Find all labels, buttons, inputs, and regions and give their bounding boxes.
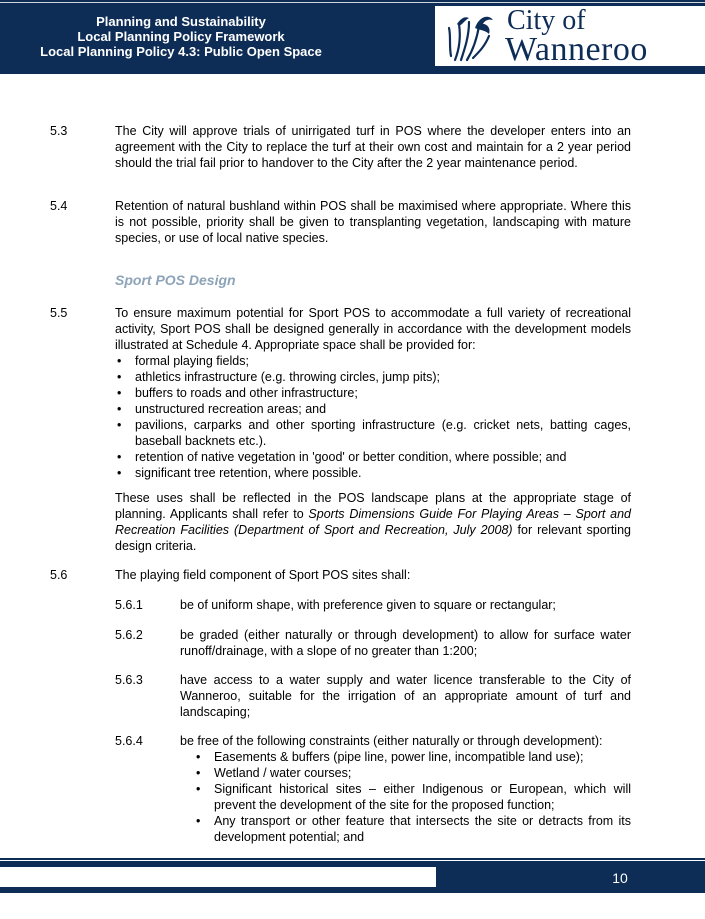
logo-text-city-of: City of bbox=[507, 5, 586, 36]
section-5-3-text: The City will approve trials of unirrigated turf in POS where the developer enters into an agreement with the City to replace the turf at their own cost and maintain for a 2 year period should the trial fail prior to handover to the City after the 2 year maintenance period. bbox=[115, 124, 631, 170]
item-5-6-3-text: have access to a water supply and water licence transferable to the City of Wanneroo, suitable for the irrigation of an appropriate amount of turf and landscaping; bbox=[180, 673, 631, 719]
item-5-6-2-text: be graded (either naturally or through development) to allow for surface water runoff/drainage, with a slope of no greater than 1:200; bbox=[180, 628, 631, 658]
bullet-icon: • bbox=[117, 402, 122, 416]
bullet-icon: • bbox=[117, 450, 122, 464]
header-line-policy: Local Planning Policy 4.3: Public Open Space bbox=[40, 44, 322, 59]
section-number-5-4: 5.4 bbox=[50, 199, 68, 213]
sports-dimensions-guide-reference: Sports Dimensions Guide For Playing Areas – Sport and Recreation Facilities (Department of Sport and Recreation, July 2008) bbox=[115, 507, 631, 537]
list-item: • Significant historical sites – either Indigenous or European, which will prevent the development of the site for the proposed function; bbox=[196, 782, 631, 812]
item-5-6-4-text: be free of the following constraints (either naturally or through development): bbox=[180, 734, 603, 748]
bullet-icon: • bbox=[117, 386, 122, 400]
header-rule bbox=[0, 2, 705, 3]
item-number-5-6-2: 5.6.2 bbox=[115, 628, 143, 642]
section-number-5-6: 5.6 bbox=[50, 568, 68, 582]
list-item: • athletics infrastructure (e.g. throwing circles, jump pits); bbox=[117, 370, 440, 384]
bullet-icon: • bbox=[196, 814, 201, 828]
footer-rule bbox=[0, 858, 705, 860]
item-number-5-6-4: 5.6.4 bbox=[115, 734, 143, 748]
section-5-6-intro: The playing field component of Sport POS sites shall: bbox=[115, 568, 411, 582]
section-number-5-5: 5.5 bbox=[50, 306, 68, 320]
item-number-5-6-3: 5.6.3 bbox=[115, 673, 143, 687]
list-item: • Any transport or other feature that intersects the site or detracts from its development potential; and bbox=[196, 814, 631, 844]
header-line-department: Planning and Sustainability bbox=[96, 14, 266, 29]
footer-white-band bbox=[0, 867, 436, 887]
logo-text-wanneroo: Wanneroo bbox=[505, 31, 648, 68]
bullet-icon: • bbox=[117, 370, 122, 384]
bullet-icon: • bbox=[196, 766, 201, 780]
list-item: • retention of native vegetation in 'good' or better condition, where possible; and bbox=[117, 450, 567, 464]
list-item: • buffers to roads and other infrastructure; bbox=[117, 386, 358, 400]
header-line-framework: Local Planning Policy Framework bbox=[77, 29, 285, 44]
item-5-6-1-text: be of uniform shape, with preference given to square or rectangular; bbox=[180, 598, 556, 612]
section-5-5-bullet-list bbox=[115, 353, 631, 481]
section-5-5-closing: These uses shall be reflected in the POS landscape plans at the appropriate stage of planning. Applicants shall refer to Sports Dimensions Guide For Playing Areas – Sport and Recreation Facilities (Department of Sport and Recreation, July 2008) for relevant sporting design criteria. bbox=[115, 491, 631, 553]
city-logo bbox=[435, 6, 705, 66]
section-5-5-body bbox=[115, 305, 631, 481]
section-number-5-3: 5.3 bbox=[50, 124, 68, 138]
bullet-icon: • bbox=[196, 750, 201, 764]
list-item: • Easements & buffers (pipe line, power line, incompatible land use); bbox=[196, 750, 584, 764]
bullet-icon: • bbox=[117, 418, 122, 432]
item-5-6-4-body bbox=[180, 733, 631, 845]
list-item: • unstructured recreation areas; and bbox=[117, 402, 327, 416]
page-header bbox=[0, 0, 705, 74]
list-item: • significant tree retention, where possible. bbox=[117, 466, 362, 480]
item-number-5-6-1: 5.6.1 bbox=[115, 598, 143, 612]
bullet-icon: • bbox=[196, 782, 201, 796]
bullet-icon: • bbox=[117, 354, 122, 368]
section-5-5-intro: To ensure maximum potential for Sport POS to accommodate a full variety of recreational activity, Sport POS shall be designed generally in accordance with the development models illustrated at Schedule 4. Appropriate space shall be provided for: bbox=[115, 306, 631, 352]
sport-pos-design-heading: Sport POS Design bbox=[115, 272, 236, 288]
bullet-icon: • bbox=[117, 466, 122, 480]
page-number: 10 bbox=[612, 870, 628, 886]
list-item: • formal playing fields; bbox=[117, 354, 249, 368]
section-5-4-text: Retention of natural bushland within POS shall be maximised where appropriate. Where this is not possible, priority shall be given to transplanting vegetation, landscaping with mature species, or use of local native species. bbox=[115, 199, 631, 245]
header-title-block bbox=[0, 14, 362, 59]
swan-logo-icon bbox=[445, 10, 497, 64]
constraints-bullet-list bbox=[194, 749, 631, 845]
list-item: • pavilions, carparks and other sporting infrastructure (e.g. cricket nets, batting cages, baseball backnets etc.). bbox=[117, 418, 631, 448]
list-item: • Wetland / water courses; bbox=[196, 766, 352, 780]
